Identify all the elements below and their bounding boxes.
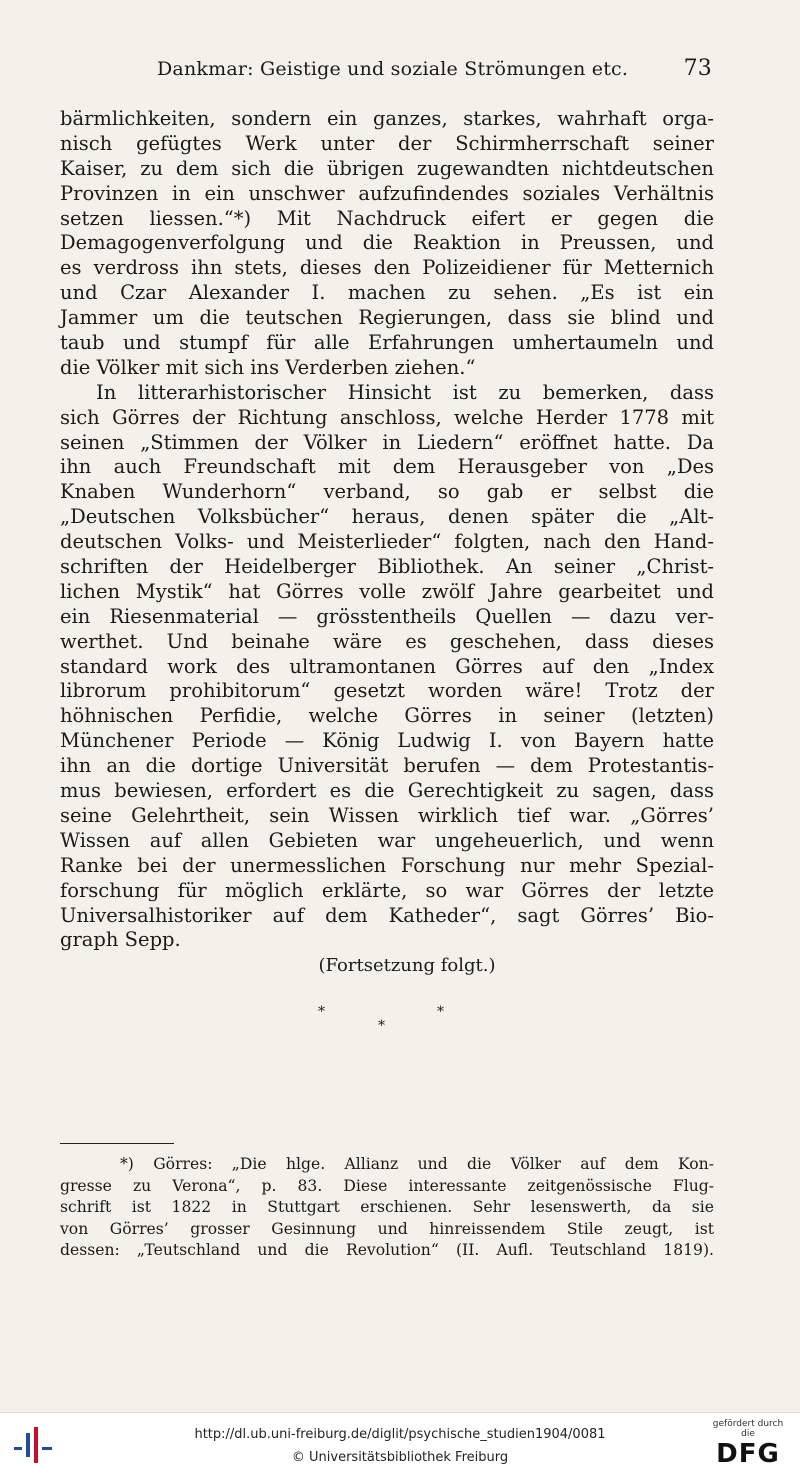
page-number: 73 <box>683 56 712 81</box>
text-line: ein Riesenmaterial — grösstentheils Quellen — dazu ver- <box>60 604 714 628</box>
text-line: schriften der Heidelberger Bibliothek. An seiner „Christ- <box>60 555 714 579</box>
text-line: werthet. Und beinahe wäre es geschehen, dass dieses <box>60 629 714 653</box>
text-line: seine Gelehrtheit, sein Wissen wirklich tief war. „Görres’ <box>60 803 714 827</box>
text-line: deutschen Volks- und Meisterlieder“ folgten, nach den Hand- <box>60 530 714 554</box>
text-line: sich Görres der Richtung anschloss, welche Herder 1778 mit <box>60 405 714 429</box>
star-mark: * <box>378 1018 385 1034</box>
text-line: Provinzen in ein unschwer aufzufindendes soziales Verhältnis <box>60 181 714 205</box>
page-header <box>62 56 712 88</box>
text-line: Ranke bei der unermesslichen Forschung nur mehr Spezial- <box>60 853 714 877</box>
text-line: ihn auch Freundschaft mit dem Herausgeber von „Des <box>60 455 714 479</box>
dfg-logo <box>706 1419 790 1469</box>
star-mark: * <box>318 1004 325 1020</box>
copyright-text: © Universitätsbibliothek Freiburg <box>291 1450 509 1465</box>
text-line: ihn an die dortige Universität berufen — dem Protestantis- <box>60 754 714 778</box>
text-line: nisch gefügtes Werk unter der Schirmherrschaft seiner <box>60 131 714 155</box>
text-line: Demagogenverfolgung und die Reaktion in Preussen, und <box>60 231 714 255</box>
text-line: graph Sepp. <box>60 928 181 952</box>
permalink-url[interactable]: http://dl.ub.uni-freiburg.de/diglit/psychische_studien1904/0081 <box>194 1427 606 1442</box>
continuation-note: (Fortsetzung folgt.) <box>318 955 496 977</box>
text-line: Knaben Wunderhorn“ verband, so gab er selbst die <box>60 480 714 504</box>
footnotes <box>60 1154 714 1262</box>
footnote-line: *) Görres: „Die hlge. Allianz und die Völker auf dem Kon- <box>120 1155 714 1173</box>
footnote-line: schrift ist 1822 in Stuttgart erschienen. Sehr lesenswerth, da sie <box>60 1198 714 1216</box>
viewer-footer <box>0 1412 800 1473</box>
text-line: Münchener Periode — König Ludwig I. von Bayern hatte <box>60 729 714 753</box>
text-line: forschung für möglich erklärte, so war Görres der letzte <box>60 878 714 902</box>
text-line: mus bewiesen, erfordert es die Gerechtigkeit zu sagen, dass <box>60 779 714 803</box>
text-line: In litterarhistorischer Hinsicht ist zu bemerken, dass <box>96 380 714 404</box>
dfg-logo-text: DFG <box>716 1439 780 1469</box>
text-line: und Czar Alexander I. machen zu sehen. „Es ist ein <box>60 281 714 305</box>
footnote-line: gresse zu Verona“, p. 83. Diese interessante zeitgenössische Flug- <box>60 1176 714 1195</box>
running-head: Dankmar: Geistige und soziale Strömungen etc. <box>157 58 629 80</box>
text-line: standard work des ultramontanen Görres auf den „Index <box>60 654 714 678</box>
text-line: Universalhistoriker auf dem Katheder“, sagt Görres’ Bio- <box>60 903 714 927</box>
text-line: Wissen auf allen Gebieten war ungeheuerlich, und wenn <box>60 828 714 852</box>
footnote-rule <box>60 1143 174 1144</box>
text-line: taub und stumpf für alle Erfahrungen umhertaumeln und <box>60 331 714 355</box>
main-text <box>60 107 714 979</box>
text-line: Jammer um die teutschen Regierungen, dass sie blind und <box>60 306 714 330</box>
text-line: höhnischen Perfidie, welche Görres in seiner (letzten) <box>60 704 714 728</box>
text-line: Kaiser, zu dem sich die übrigen zugewandten nichtdeutschen <box>60 156 714 180</box>
funding-note: gefördert durch die <box>712 1419 784 1439</box>
text-line: librorum prohibitorum“ gesetzt worden wäre! Trotz der <box>60 679 714 703</box>
star-mark: * <box>437 1004 444 1020</box>
text-line: lichen Mystik“ hat Görres volle zwölf Jahre gearbeitet und <box>60 579 714 603</box>
text-line: seinen „Stimmen der Völker in Liedern“ eröffnet hatte. Da <box>60 430 714 454</box>
text-line: „Deutschen Volksbücher“ heraus, denen später die „Alt- <box>60 505 714 529</box>
footnote-line: dessen: „Teutschland und die Revolution“ (II. Aufl. Teutschland 1819). <box>60 1241 714 1259</box>
text-line: es verdross ihn stets, dieses den Polizeidiener für Metternich <box>60 256 714 280</box>
text-line: die Völker mit sich ins Verderben ziehen.“ <box>60 355 476 379</box>
section-stars <box>0 1004 800 1044</box>
text-line: bärmlichkeiten, sondern ein ganzes, starkes, wahrhaft orga- <box>60 107 714 130</box>
footnote-line: von Görres’ grosser Gesinnung und hinreissendem Stile zeugt, ist <box>60 1219 714 1238</box>
text-line: setzen liessen.“*) Mit Nachdruck eifert er gegen die <box>60 206 714 230</box>
